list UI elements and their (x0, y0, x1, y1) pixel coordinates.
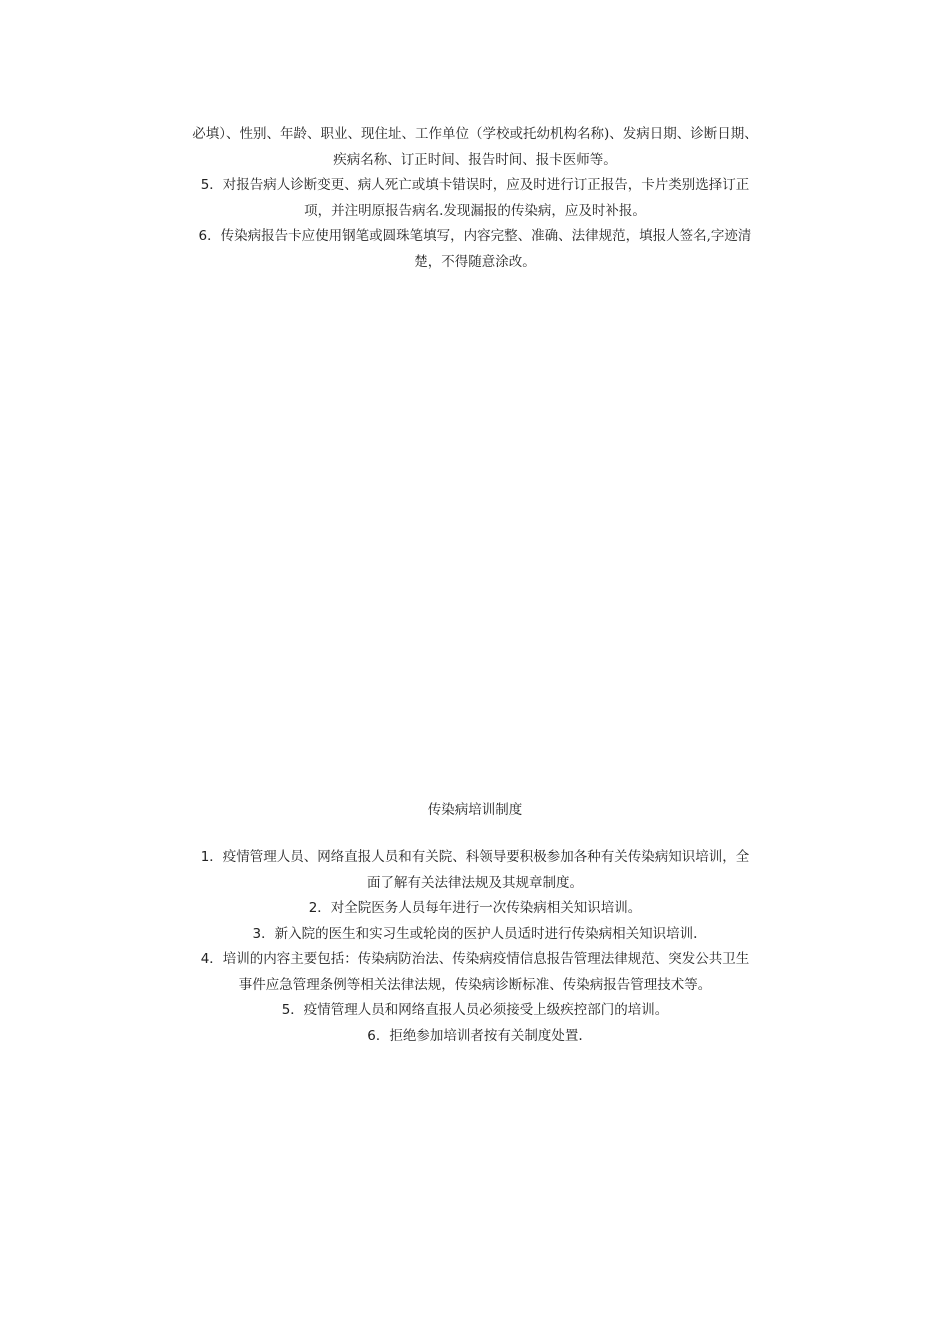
training-item-1-number: 1 (200, 849, 210, 865)
training-item-2-text: ．对全院医务人员每年进行一次传染病相关知识培训。 (317, 900, 642, 916)
item-5-line-2: 项，并注明原报告病名.发现漏报的传染病，应及时补报。 (304, 202, 646, 219)
training-item-4-number: 4 (200, 951, 210, 967)
item-6-line-1 (145, 224, 805, 250)
training-item-5-number: 5 (281, 1002, 291, 1018)
training-item-1-text-1: ．疫情管理人员、网络直报人员和有关院、科领导要积极参加各种有关传染病知识培训，全 (209, 849, 750, 865)
training-section-title: 传染病培训制度 (427, 802, 523, 818)
training-item-6-text: ．拒绝参加培训者按有关制度处置. (375, 1027, 583, 1044)
training-item-4-text-1: ．培训的内容主要包括：传染病防治法、传染病疫情信息报告管理法律规范、突发公共卫生 (209, 951, 750, 967)
training-rules-list (145, 845, 805, 1049)
training-item-4-line-2: 事件应急管理条例等相关法律法规，传染病诊断标准、传染病报告管理技术等。 (238, 976, 712, 993)
training-item-5 (145, 998, 805, 1024)
item-4-tail-line-2: 疾病名称、订正时间、报告时间、报卡医师等。 (333, 151, 617, 168)
training-item-5-text: ．疫情管理人员和网络直报人员必须接受上级疾控部门的培训。 (290, 1002, 669, 1018)
training-item-1-line-1 (145, 845, 805, 871)
training-item-3 (145, 922, 805, 948)
training-item-6 (145, 1024, 805, 1050)
item-5-text-1: ．对报告病人诊断变更、病人死亡或填卡错误时，应及时进行订正报告，卡片类别选择订正 (209, 177, 750, 193)
reporting-rules-continued (145, 122, 805, 275)
training-item-2 (145, 896, 805, 922)
item-4-tail-line-1: 必填）、性别、年龄、职业、现住址、工作单位（学校或托幼机构名称)、发病日期、诊断日期、 (192, 126, 758, 142)
training-item-2-number: 2 (308, 900, 318, 916)
item-6-line-2: 楚，不得随意涂改。 (414, 253, 536, 270)
training-item-3-number: 3 (252, 925, 262, 942)
item-5-number: 5 (200, 177, 210, 193)
training-item-4-line-1 (145, 947, 805, 973)
item-6-number: 6 (198, 228, 208, 244)
training-item-3-text: ．新入院的医生和实习生或轮岗的医护人员适时进行传染病相关知识培训. (261, 925, 698, 942)
item-6-text-1: ．传染病报告卡应使用钢笔或圆珠笔填写，内容完整、准确、法律规范，填报人签名,字迹清 (207, 228, 752, 244)
training-item-6-number: 6 (367, 1027, 376, 1044)
item-5-line-1 (145, 173, 805, 199)
training-item-1-line-2: 面了解有关法律法规及其规章制度。 (367, 874, 583, 891)
